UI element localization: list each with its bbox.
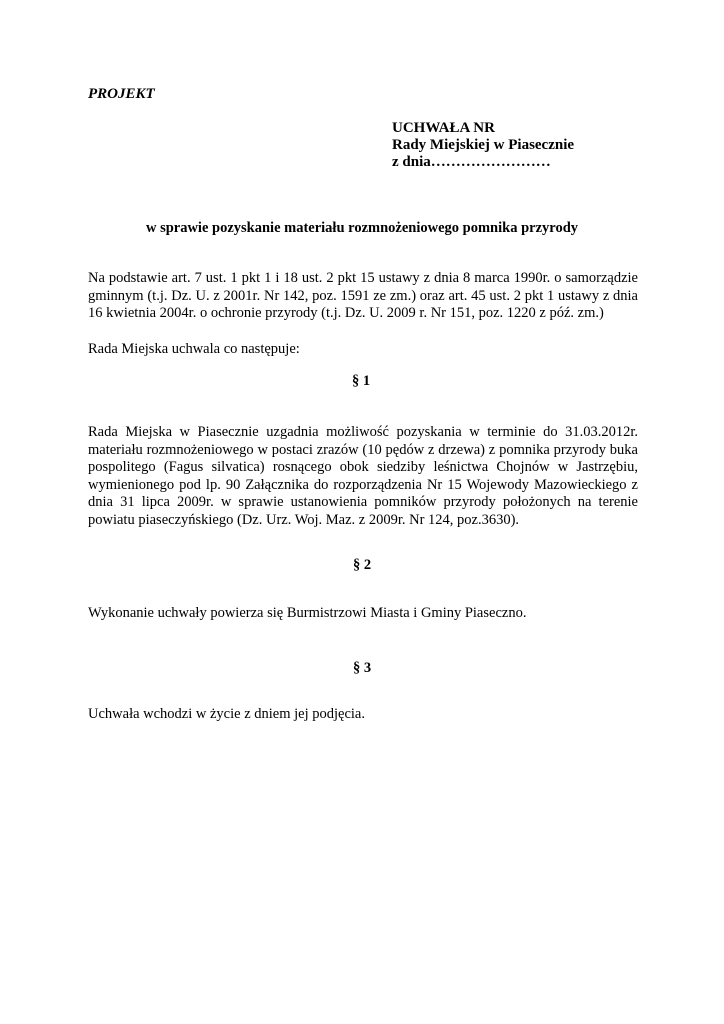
issuing-body: Rady Miejskiej w Piasecznie xyxy=(392,137,575,153)
section-2-paragraph: Wykonanie uchwały powierza się Burmistrzowi Miasta i Gminy Piaseczno. xyxy=(88,605,527,621)
section-1-paragraph: Rada Miejska w Piasecznie uzgadnia możliwość pozyskania w terminie do 31.03.2012r. materiału rozmnożeniowego w postaci zrazów (10 pędów z drzewa) z pomnika przyrody buka pospolitego (Fagus silvatica) rosnącego obok siedziby leśnictwa Chojnów w Jastrzębiu, wymienionego pod lp. 90 Załącznika do rozporządzenia Nr 15 Wojewody Mazowieckiego z dnia 31 lipca 2009r. w sprawie ustanowienia pomników przyrody położonych na terenie powiatu piaseczyńskiego (Dz. Urz. Woj. Maz. z 2009r. Nr 124, poz.3630). xyxy=(88,424,638,528)
section-3-paragraph: Uchwała wchodzi w życie z dniem jej podjęcia. xyxy=(88,706,365,722)
section-1-heading: § 1 xyxy=(351,373,371,389)
resolution-title: UCHWAŁA NR xyxy=(392,120,495,136)
draft-label: PROJEKT xyxy=(88,86,155,102)
intro-paragraph: Rada Miejska uchwala co następuje: xyxy=(88,341,300,357)
date-line: z dnia…………………… xyxy=(392,154,551,170)
resolution-header xyxy=(392,120,574,171)
section-3-heading: § 3 xyxy=(352,660,372,676)
legal-basis-paragraph: Na podstawie art. 7 ust. 1 pkt 1 i 18 ust. 2 pkt 15 ustawy z dnia 8 marca 1990r. o samorządzie gminnym (t.j. Dz. U. z 2001r. Nr 142, poz. 1591 ze zm.) oraz art. 45 ust. 2 pkt 1 ustawy z dnia 16 kwietnia 2004r. o ochronie przyrody (t.j. Dz. U. 2009 r. Nr 151, poz. 1220 z póź. zm.) xyxy=(88,270,638,321)
section-2-heading: § 2 xyxy=(352,557,372,573)
resolution-subject: w sprawie pozyskanie materiału rozmnożeniowego pomnika przyrody xyxy=(145,220,579,236)
